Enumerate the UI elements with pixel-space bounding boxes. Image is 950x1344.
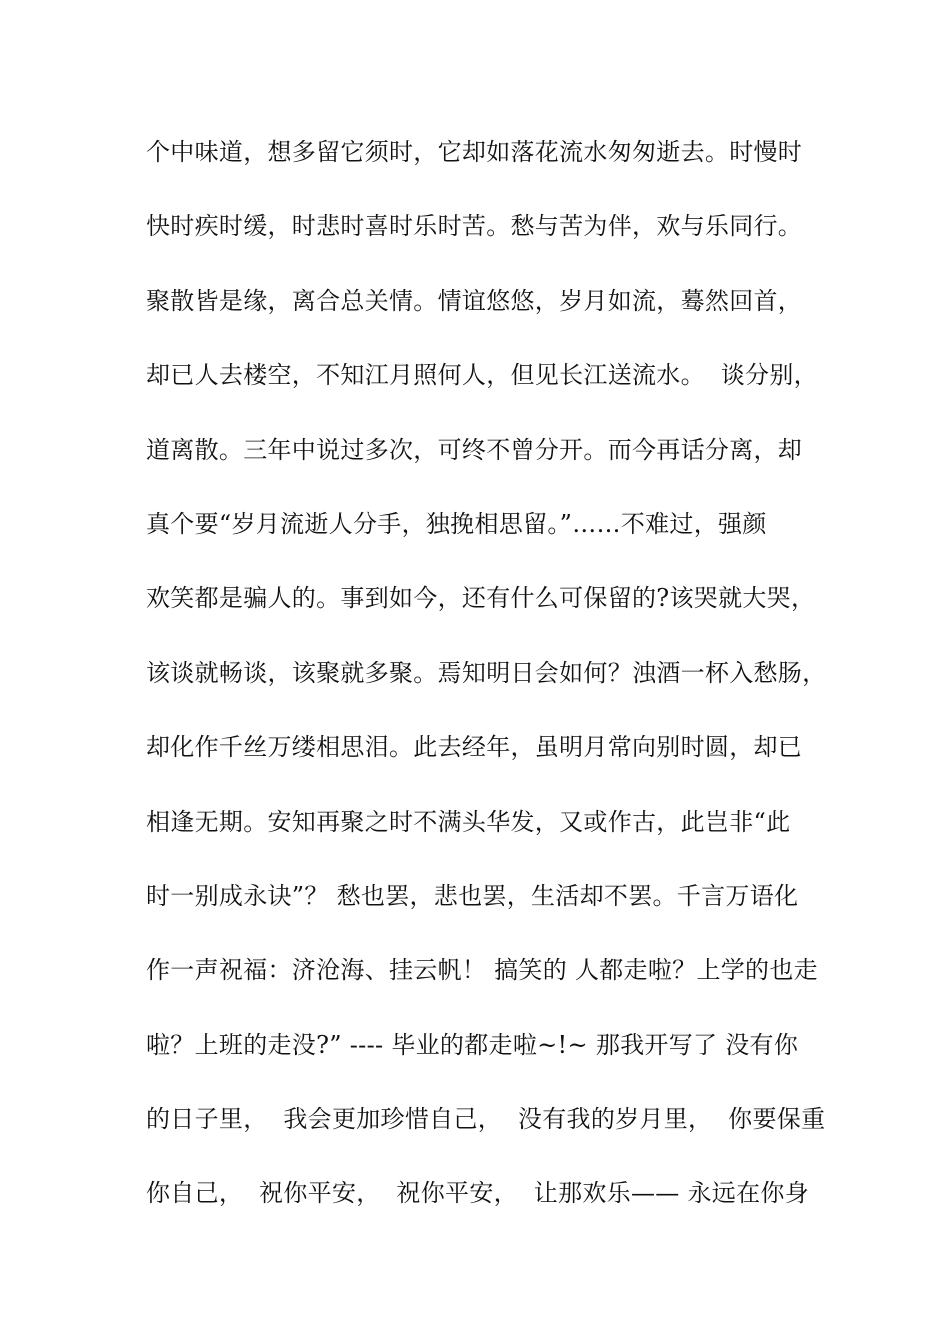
text-line: 相逢无期。安知再聚之时不满头华发，又或作古，此岂非“此	[146, 807, 791, 836]
text-line: 欢笑都是骗人的。事到如今，还有什么可保留的?该哭就大哭，	[146, 584, 816, 613]
text-line: 真个要“岁月流逝人分手，独挽相思留。”……不难过，强颜	[146, 509, 767, 538]
text-line: 道离散。三年中说过多次，可终不曾分开。而今再话分离，却	[146, 435, 803, 464]
text-line: 你自己， 祝你平安， 祝你平安， 让那欢乐—— 永远在你身	[146, 1179, 810, 1208]
text-line: 却已人去楼空，不知江月照何人，但见长江送流水。 谈分别，	[146, 361, 818, 390]
text-line: 时一别成永诀”？ 愁也罢，悲也罢，生活却不罢。千言万语化	[146, 881, 799, 910]
body-text	[146, 132, 846, 1248]
text-line: 个中味道，想多留它须时，它却如落花流水匆匆逝去。时慢时	[146, 138, 803, 166]
text-line: 啦？上班的走没?” ---- 毕业的都走啦~!~ 那我开写了 没有你	[146, 1030, 799, 1059]
text-line: 作一声祝福：济沧海、挂云帆！ 搞笑的 人都走啦？上学的也走	[146, 956, 818, 985]
text-line: 聚散皆是缘，离合总关情。情谊悠悠，岁月如流，蓦然回首，	[146, 286, 803, 315]
text-line: 却化作千丝万缕相思泪。此去经年，虽明月常向别时圆，却已	[146, 733, 803, 762]
text-line: 该谈就畅谈，该聚就多聚。焉知明日会如何？浊酒一杯入愁肠，	[146, 658, 827, 687]
text-line: 快时疾时缓，时悲时喜时乐时苦。愁与苦为伴，欢与乐同行。	[146, 212, 803, 241]
text-line: 的日子里， 我会更加珍惜自己， 没有我的岁月里， 你要保重	[146, 1105, 826, 1134]
